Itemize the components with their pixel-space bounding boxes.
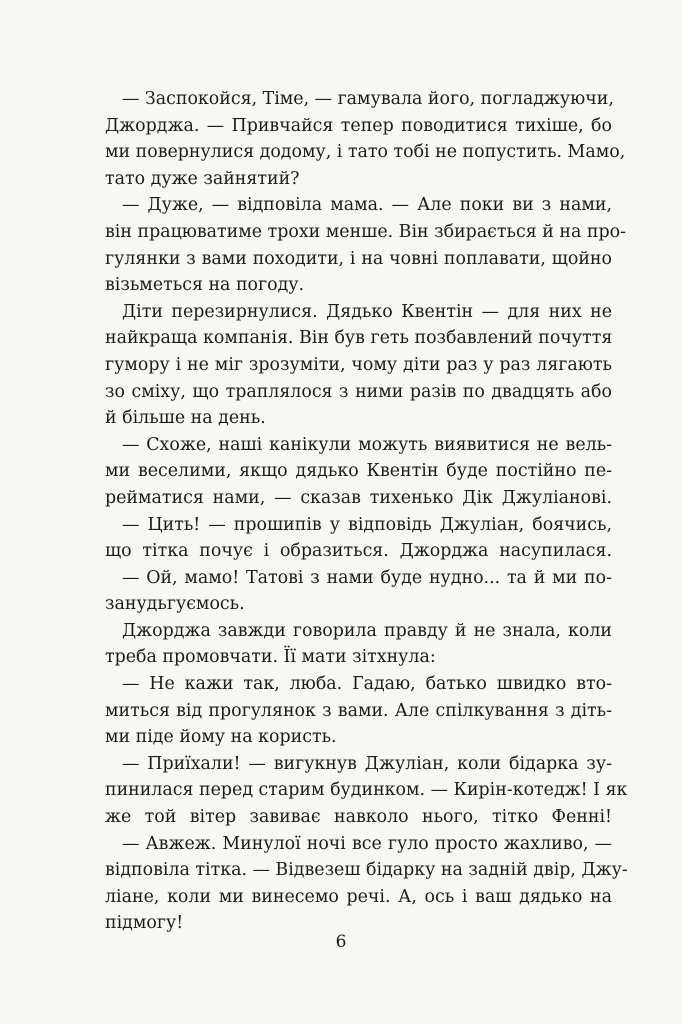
text-line: найкраща компанія. Він був геть позбавлений почуття: [105, 328, 613, 349]
text-line: ліане, коли ми винесемо речі. А, ось і ваш дядько на: [105, 886, 612, 907]
text-line: рейматися нами, — сказав тихенько Дік Джуліанові.: [105, 487, 612, 508]
text-line: тато дуже зайнятий?: [105, 168, 300, 189]
text-line: Джорджа завжди говорила правду й не знала, коли: [122, 620, 612, 641]
text-line: Джорджа. — Привчайся тепер поводитися тихіше, бо: [105, 115, 612, 136]
body-text: [105, 86, 628, 937]
text-line: гулянки з вами походити, і на човні поплавати, щойно: [105, 248, 612, 269]
text-line: підмогу!: [105, 913, 184, 934]
text-line: — Ой, мамо! Татові з нами буде нудно... та й ми по-: [122, 567, 612, 588]
text-line: — Дуже, — відповіла мама. — Але поки ви з нами,: [122, 195, 612, 216]
text-line: пинилася перед старим будинком. — Кирін-котедж! І як: [105, 780, 628, 801]
text-line: Діти перезирнулися. Дядько Квентін — для них не: [122, 301, 612, 322]
text-line: він працюватиме трохи менше. Він збирається й на про-: [105, 221, 626, 242]
text-line: й більше на день.: [105, 408, 266, 429]
page-number: 6: [335, 932, 347, 952]
text-line: занудьгуємось.: [105, 594, 245, 615]
text-line: гумору і не міг зрозуміти, чому діти раз у раз лягають: [105, 354, 612, 375]
text-line: відповіла тітка. — Відвезеш бідарку на задній двір, Джу-: [105, 860, 628, 881]
text-line: миться від прогулянок з вами. Але спілкування з діть-: [105, 700, 612, 721]
text-line: — Приїхали! — вигукнув Джуліан, коли бідарка зу-: [122, 753, 612, 774]
text-line: що тітка почує і образиться. Джорджа насупилася.: [105, 541, 612, 562]
text-line: треба промовчати. Її мати зітхнула:: [105, 647, 436, 668]
text-line: же той вітер завиває навколо нього, тітко Фенні!: [105, 807, 612, 828]
text-line: — Не кажи так, люба. Гадаю, батько швидко вто-: [122, 674, 612, 695]
text-line: — Заспокойся, Тіме, — гамувала його, погладжуючи,: [122, 89, 614, 109]
text-line: ми веселими, якщо дядько Квентін буде постійно пе-: [105, 461, 612, 482]
text-line: зо сміху, що траплялося з ними разів по двадцять або: [105, 381, 612, 402]
text-line: — Схоже, наші канікули можуть виявитися не вель-: [122, 434, 612, 455]
text-line: ми піде йому на користь.: [105, 727, 337, 748]
text-line: — Цить! — прошипів у відповідь Джуліан, боячись,: [122, 514, 612, 535]
text-line: — Авжеж. Минулої ночі все гуло просто жахливо, —: [122, 833, 612, 854]
text-line: візьметься на погоду.: [105, 275, 305, 296]
text-line: ми повернулися додому, і тато тобі не попустить. Мамо,: [105, 142, 626, 163]
